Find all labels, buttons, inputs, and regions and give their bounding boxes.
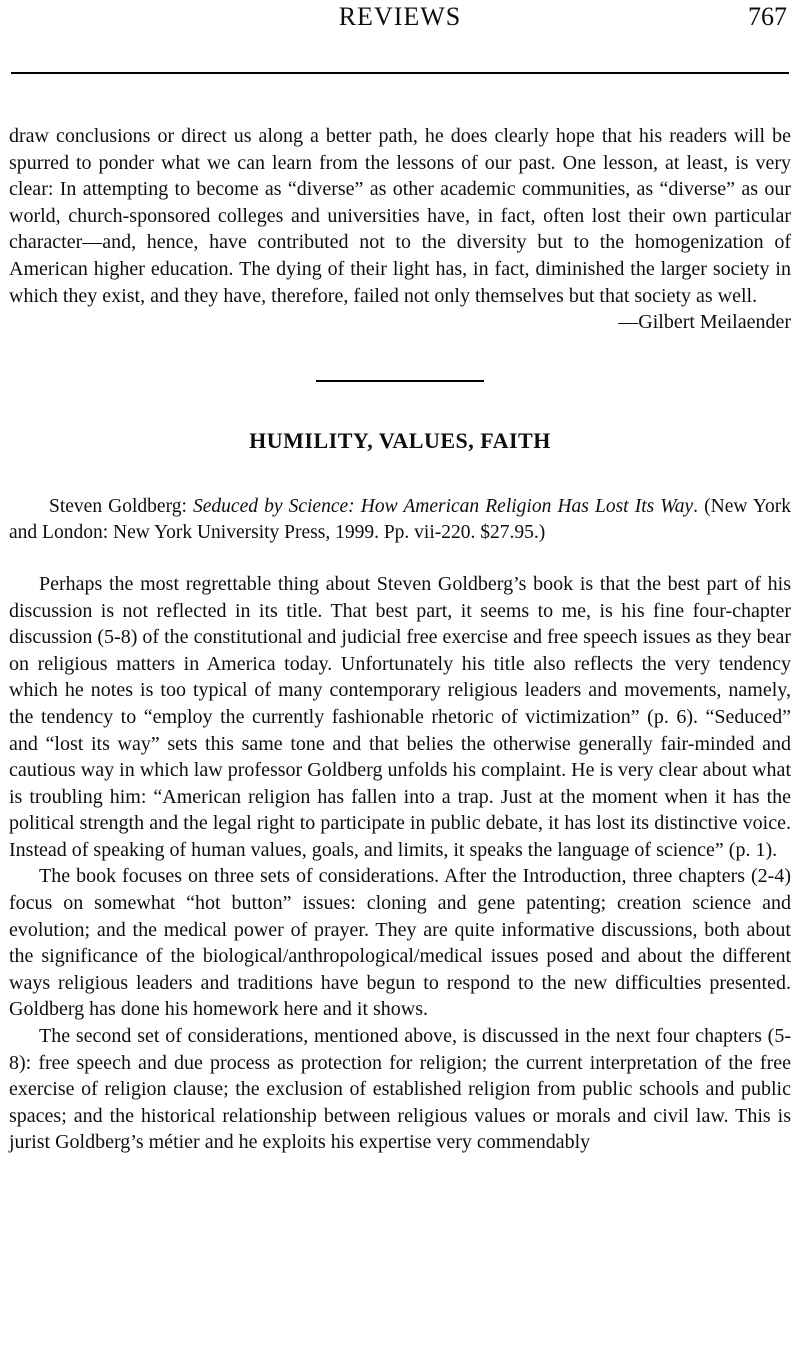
citation-book-title: Seduced by Science: How American Religion Has Lost Its Way [193,495,694,517]
citation-publication-info: . (New York and London: New York University Press, 1999. Pp. vii-220. $27.95.) [9,495,791,544]
review-paragraph-2: The book focuses on three sets of considerations. After the Introduction, three chapters (2-4) focus on somewhat “hot button” issues: cloning and gene patenting; creation science and evolution; and the medical power of prayer. They are quite informative discussions, both about the significance of the biological/anthropological/medical issues posed and about the different ways religious leaders and traditions have begun to respond to the new difficulties presented. Goldberg has done his homework here and it shows. [9,865,791,1021]
review-paragraph-1: Perhaps the most regrettable thing about Steven Goldberg’s book is that the best part of his discussion is not reflected in its title. That best part, it seems to me, is his fine four-chapter discussion (5-8) of the constitutional and judicial free exercise and free speech issues as they bear on religious matters in America today. Unfortunately his title also reflects the very tendency which he notes is too typical of many contemporary religious leaders and movements, namely, the tendency to “employ the currently fashionable rhetoric of victimization” (p. 6). “Seduced” and “lost its way” sets this same tone and that belies the otherwise generally fair-minded and cautious way in which law professor Goldberg unfolds his complaint. He is very clear about what is troubling him: “American religion has fallen into a trap. Just at the moment when it has the political strength and the legal right to participate in public debate, it has lost its distinctive voice. Instead of speaking of human values, goals, and limits, it speaks the language of science” (p. 1). [9,572,791,861]
review-paragraph-3: The second set of considerations, mentioned above, is discussed in the next four chapters (5-8): free speech and due process as protection for religion; the current interpretation of the free exercise of religion clause; the exclusion of established religion from public schools and public spaces; and the historical relationship between religious values or morals and civil law. This is jurist Goldberg’s métier and he exploits his expertise very commendably [9,1025,791,1154]
running-head [9,0,791,36]
review-body [9,571,791,1156]
previous-review-paragraph: draw conclusions or direct us along a better path, he does clearly hope that his readers will be spurred to ponder what we can learn from the lessons of our past. One lesson, at least, is very clear: In attempting to become as “diverse” as other academic communities, as “diverse” as our world, church-sponsored colleges and universities have, in fact, often lost their own particular character—and, hence, have contributed not to the diversity but to the homogenization of American higher education. The dying of their light has, in fact, diminished the larger society in which they exist, and they have, therefore, failed not only themselves but that society as well. [9,125,791,307]
review-title: HUMILITY, VALUES, FAITH [249,427,551,453]
citation-author: Steven Goldberg: [49,495,194,517]
reviewer-attribution: —Gilbert Meilaender [618,311,791,334]
page-number: 767 [748,2,787,31]
section-divider-rule [316,380,484,382]
section-heading: REVIEWS [338,2,462,31]
header-rule [11,72,789,74]
book-citation [9,494,791,547]
